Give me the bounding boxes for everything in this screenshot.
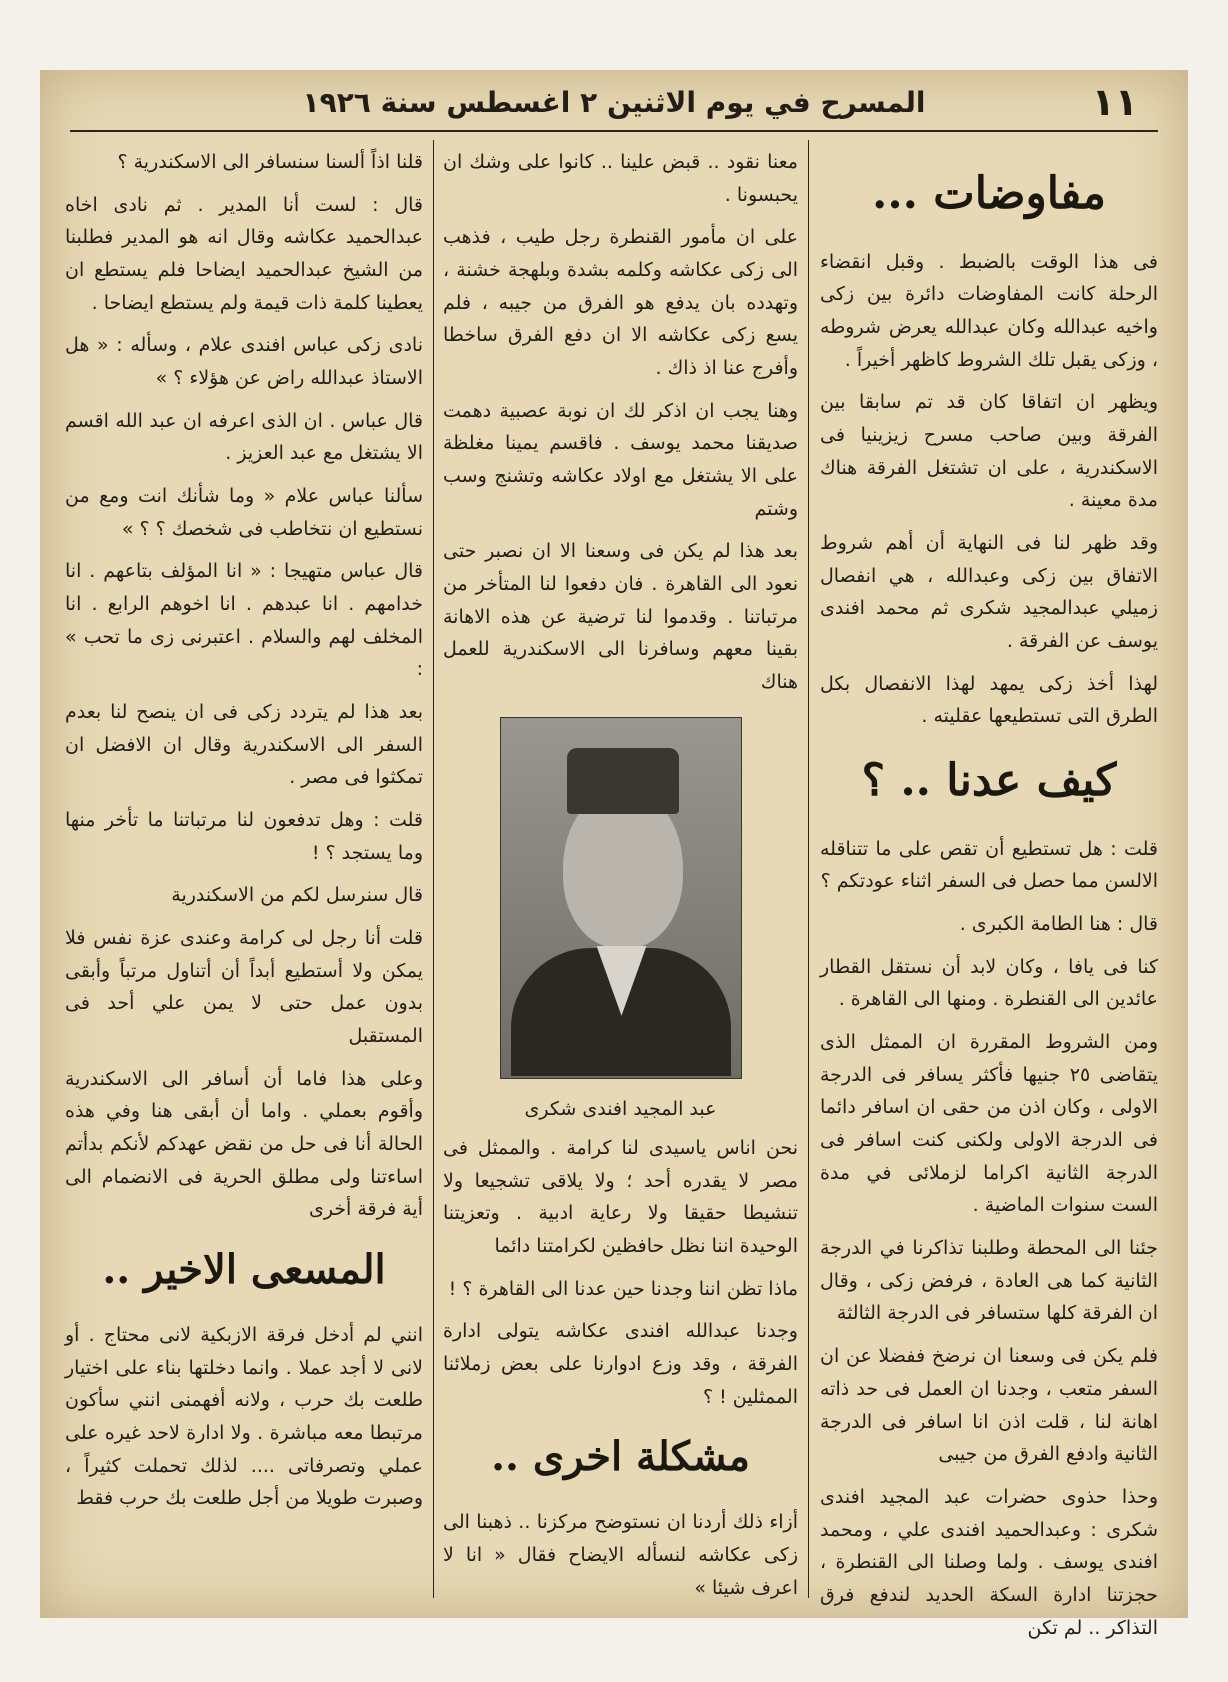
paragraph: قال عباس . ان الذى اعرفه ان عبد الله اقسم الا يشتغل مع عبد العزيز . <box>65 409 423 465</box>
paragraph: قال : لست أنا المدير . ثم نادى اخاه عبدالحميد عكاشه وقال انه هو المدير فطلبنا من الشيخ عبدالحميد ايضاحا فلم يستطع ان يعطينا كلمة ذات قيمة ولم يستطع ايضاحا . <box>65 193 423 314</box>
paragraph: لهذا أخذ زكى يمهد لهذا الانفصال بكل الطرق التى تستطيعها عقليته . <box>820 672 1158 728</box>
column-right <box>820 146 1159 1639</box>
portrait-photo <box>500 717 742 1079</box>
column-left <box>65 146 423 1598</box>
column-rule-right <box>808 140 809 1598</box>
paragraph: قلت : وهل تدفعون لنا مرتباتنا ما تأخر منها وما يستجد ؟ ! <box>65 809 423 864</box>
paragraph: قال سنرسل لكم من الاسكندرية <box>171 884 423 907</box>
paragraph: وقد ظهر لنا فى النهاية أن أهم شروط الاتفاق بين زكى وعبدالله ، هي انفصال زميلي عبدالمجيد شكرى ثم محمد افندى يوسف عن الفرقة . <box>820 532 1158 653</box>
paragraph: أزاء ذلك أردنا ان نستوضح مركزنا .. ذهبنا الى زكى عكاشه لنسأله الايضاح فقال « انا لا اعرف شيئا » <box>443 1511 798 1599</box>
paragraph: قلت أنا رجل لى كرامة وعندى عزة نفس فلا يمكن ولا أستطيع أبداً أن أتناول مرتباً وأبقى بدون عمل حتى لا يمن علي أحد فى المستقبل <box>65 927 423 1048</box>
paragraph: سألنا عباس علام « وما شأنك انت ومع من نستطيع ان نتخاطب فى شخصك ؟ ؟ » <box>65 485 423 540</box>
column-middle <box>443 146 798 1598</box>
paragraph: ماذا تظن اننا وجدنا حين عدنا الى القاهرة ؟ ! <box>448 1277 798 1300</box>
paragraph: ويظهر ان اتفاقا كان قد تم سابقا بين الفرقة وبين صاحب مسرح زيزينيا فى الاسكندرية ، على ان تشتغل الفرقة هناك مدة معينة . <box>820 391 1158 512</box>
photo-caption: عبد المجيد افندى شكرى <box>524 1098 717 1121</box>
paragraph: انني لم أدخل فرقة الازبكية لانى محتاج . أو لانى لا أجد عملا . وانما دخلتها بناء على اختيار طلعت بك حرب ، ولانه أفهمنى انني سأكون مرتبطا معه مباشرة . ولا ادارة لاحد غيره على عملي وتصرفاتى .... لذلك تحملت كثيراً ، وصبرت طويلا من أجل طلعت بك حرب فقط <box>65 1323 423 1510</box>
paragraph: قال : هنا الطامة الكبرى . <box>959 913 1158 936</box>
page-number: ١١ <box>1091 80 1138 124</box>
paragraph: على ان مأمور القنطرة رجل طيب ، فذهب الى زكى عكاشه وكلمه بشدة وبلهجة خشنة ، وتهدده بان يدفع هو الفرق من جيبه ، فلم يسع زكى عكاشه الا ان دفع الفرق ساخطا وأفرج عنا اذ ذاك . <box>443 226 798 380</box>
paragraph: وحذا حذوى حضرات عبد المجيد افندى شكرى : وعبدالحميد افندى علي ، ومحمد افندى يوسف . ولما وصلنا الى القنطرة ، حجزتنا ادارة السكة الحديد لندفع فرق التذاكر .. لم تكن <box>820 1485 1158 1639</box>
paragraph: نادى زكى عباس افندى علام ، وسأله : « هل الاستاذ عبدالله راض عن هؤلاء ؟ » <box>65 334 423 390</box>
paragraph: معنا نقود .. قبض علينا .. كانوا على وشك ان يحبسونا . <box>443 151 798 206</box>
paragraph: بعد هذا لم يكن فى وسعنا الا ان نصبر حتى نعود الى القاهرة . فان دفعوا لنا المتأخر من مرتباتنا . وقدموا لنا ترضية عن هذه الاهانة بقينا معهم وسافرنا الى الاسكندرية للعمل هناك <box>443 540 798 694</box>
paragraph: ومن الشروط المقررة ان الممثل الذى يتقاضى ٢٥ جنيها فأكثر يسافر فى الدرجة الاولى ، وكان اذن من حقى ان اسافر دائما فى الدرجة الاولى ولكنى كنت اسافر فى الدرجة الثانية اكراما لزملائى في مدة الست سنوات الماضية . <box>820 1031 1159 1217</box>
paragraph: قلنا اذاً ألسنا سنسافر الى الاسكندرية ؟ <box>117 151 423 173</box>
paragraph: وعلى هذا فاما أن أسافر الى الاسكندرية وأقوم بعملي . واما أن أبقى هنا وفي هذه الحالة أنا فى حل من نقض عهدكم لأنكم بدأتم اساءتنا ولى مطلق الحرية فى الانضمام الى أية فرقة أخرى <box>65 1067 423 1221</box>
paragraph: قال عباس متهيجا : « انا المؤلف بتاعهم . انا خدامهم . انا عبدهم . انا اخوهم الرابع . انا المخلف لهم والسلام . اعتبرنى زى ما تحب » : <box>65 560 423 681</box>
paragraph: كنا فى يافا ، وكان لابد أن نستقل القطار عائدين الى القنطرة . ومنها الى القاهرة . <box>820 955 1158 1011</box>
paragraph: فى هذا الوقت بالضبط . وقبل انقضاء الرحلة كانت المفاوضات دائرة بين زكى واخيه عبدالله وكان عبدالله يعرض شروطه ، وزكى يقبل تلك الشروط كاظهر أخيراً . <box>820 250 1158 371</box>
paragraph: قلت : هل تستطيع أن تقص على ما تتناقله الالسن مما حصل فى السفر اثناء عودتكم ؟ <box>820 837 1158 893</box>
page-header <box>70 80 1158 132</box>
column-rule-left <box>433 140 434 1598</box>
newspaper-page <box>40 70 1188 1639</box>
section-title-negotiations: مفاوضات ... <box>872 168 1106 219</box>
section-title-another-problem: مشكلة اخرى .. <box>491 1433 750 1481</box>
paragraph: نحن اناس ياسيدى لنا كرامة . والممثل فى مصر لا يقدره أحد ؛ ولا يلاقى تشجيعا ولا تنشيطا حقيقا ولا رعاية ادبية . وتعزيتنا الوحيدة اننا نظل حافظين لكرامتنا دائما <box>443 1137 798 1258</box>
paragraph: بعد هذا لم يتردد زكى فى ان ينصح لنا بعدم السفر الى الاسكندرية وقال ان الافضل ان تمكثوا فى مصر . <box>65 701 423 789</box>
section-title-final-attempt: المسعى الاخير .. <box>102 1246 386 1294</box>
section-title-how-we-returned: كيف عدنا .. ؟ <box>861 755 1117 807</box>
portrait-figure <box>443 717 798 1090</box>
paragraph: وهنا يجب ان اذكر لك ان نوبة عصبية دهمت صديقنا محمد يوسف . فاقسم يمينا مغلظة على الا يشتغل مع اولاد عكاشه وتشنج وسب وشتم <box>443 399 798 520</box>
paragraph: جئنا الى المحطة وطلبنا تذاكرنا في الدرجة الثانية كما هى العادة ، فرفض زكى ، وقال ان الفرقة كلها ستسافر فى الدرجة الثالثة <box>820 1237 1158 1325</box>
paragraph: فلم يكن فى وسعنا ان نرضخ ففضلا عن ان السفر متعب ، وجدنا ان العمل فى حد ذاته اهانة لنا ، قلت اذن انا اسافر فى الدرجة الثانية وادفع الفرق من جيبى <box>820 1345 1158 1466</box>
running-head: المسرح في يوم الاثنين ٢ اغسطس سنة ١٩٢٦ <box>302 86 926 119</box>
paragraph: وجدنا عبدالله افندى عكاشه يتولى ادارة الفرقة ، وقد وزع ادوارنا على بعض زملائنا الممثلين ! ؟ <box>443 1320 798 1408</box>
